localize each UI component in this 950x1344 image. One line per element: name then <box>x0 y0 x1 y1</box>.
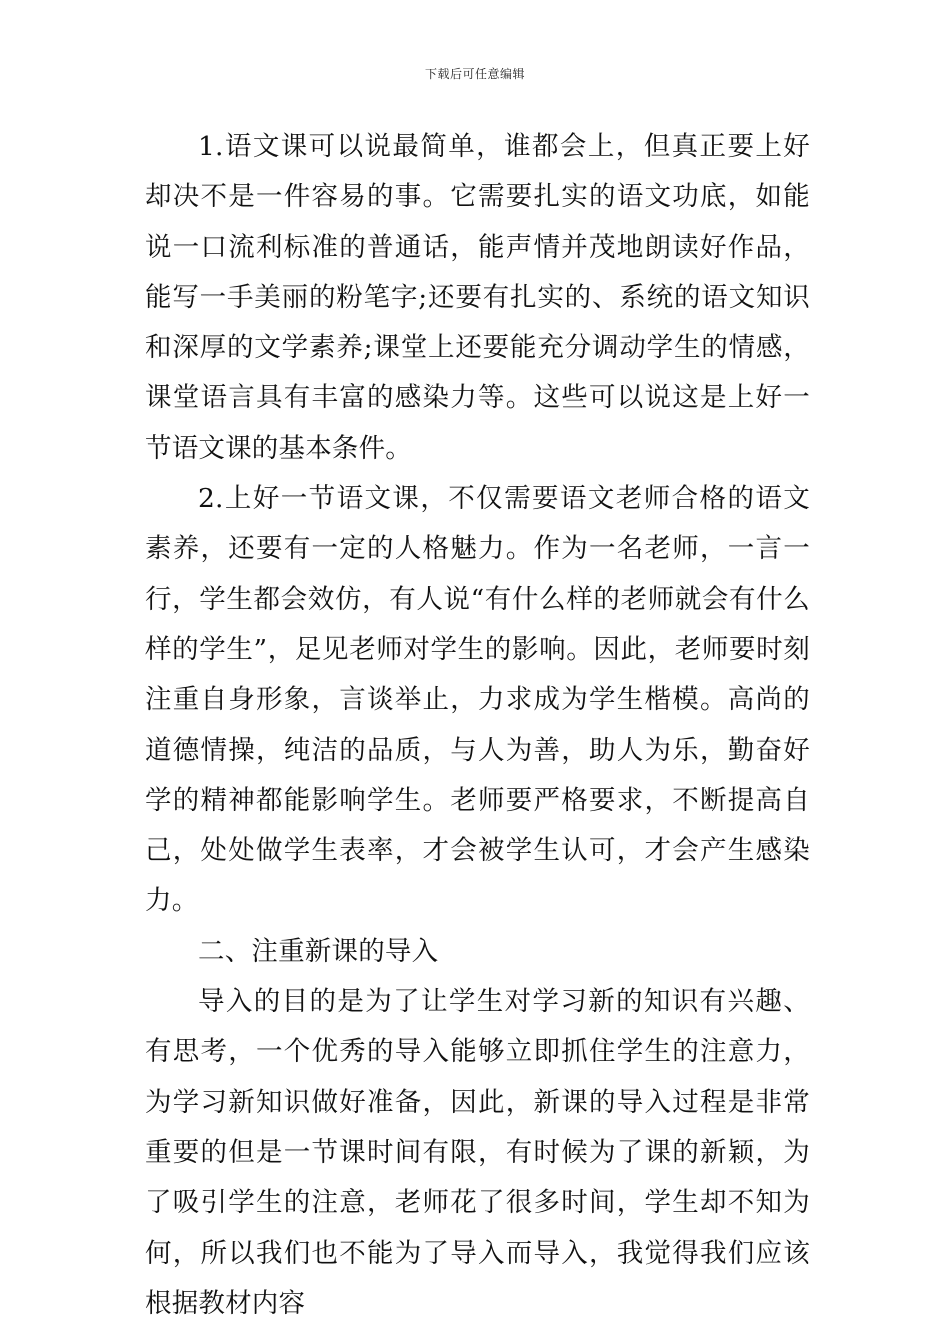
section-heading: 二、注重新课的导入 <box>198 935 439 967</box>
header-note: 下载后可任意编辑 <box>424 67 525 81</box>
paragraph-1: 1.语文课可以说最简单，谁都会上，但真正要上好却决不是一件容易的事。它需要扎实的语文功底，如能说一口流利标准的普通话，能声情并茂地朗读好作品，能写一手美丽的粉笔字;还要有扎实的、系统的语文知识和深厚的文学素养;课堂上还要能充分调动学生的情感，课堂语言具有丰富的感染力等。这些可以说这是上好一节语文课的基本条件。 <box>145 131 810 464</box>
paragraph-3: 导入的目的是为了让学生对学习新的知识有兴趣、有思考，一个优秀的导入能够立即抓住学生的注意力，为学习新知识做好准备，因此，新课的导入过程是非常重要的但是一节课时间有限，有时候为了课的新颖，为了吸引学生的注意，老师花了很多时间，学生却不知为何，所以我们也不能为了导入而导入，我觉得我们应该根据教材内容 <box>145 986 810 1319</box>
paragraph-2: 2.上好一节语文课，不仅需要语文老师合格的语文素养，还要有一定的人格魅力。作为一名老师，一言一行，学生都会效仿，有人说“有什么样的老师就会有什么样的学生”，足见老师对学生的影响。因此，老师要时刻注重自身形象，言谈举止，力求成为学生楷模。高尚的道德情操，纯洁的品质，与人为善，助人为乐，勤奋好学的精神都能影响学生。老师要严格要求，不断提高自己，处处做学生表率，才会被学生认可，才会产生感染力。 <box>145 483 810 917</box>
body-text <box>145 122 810 1329</box>
